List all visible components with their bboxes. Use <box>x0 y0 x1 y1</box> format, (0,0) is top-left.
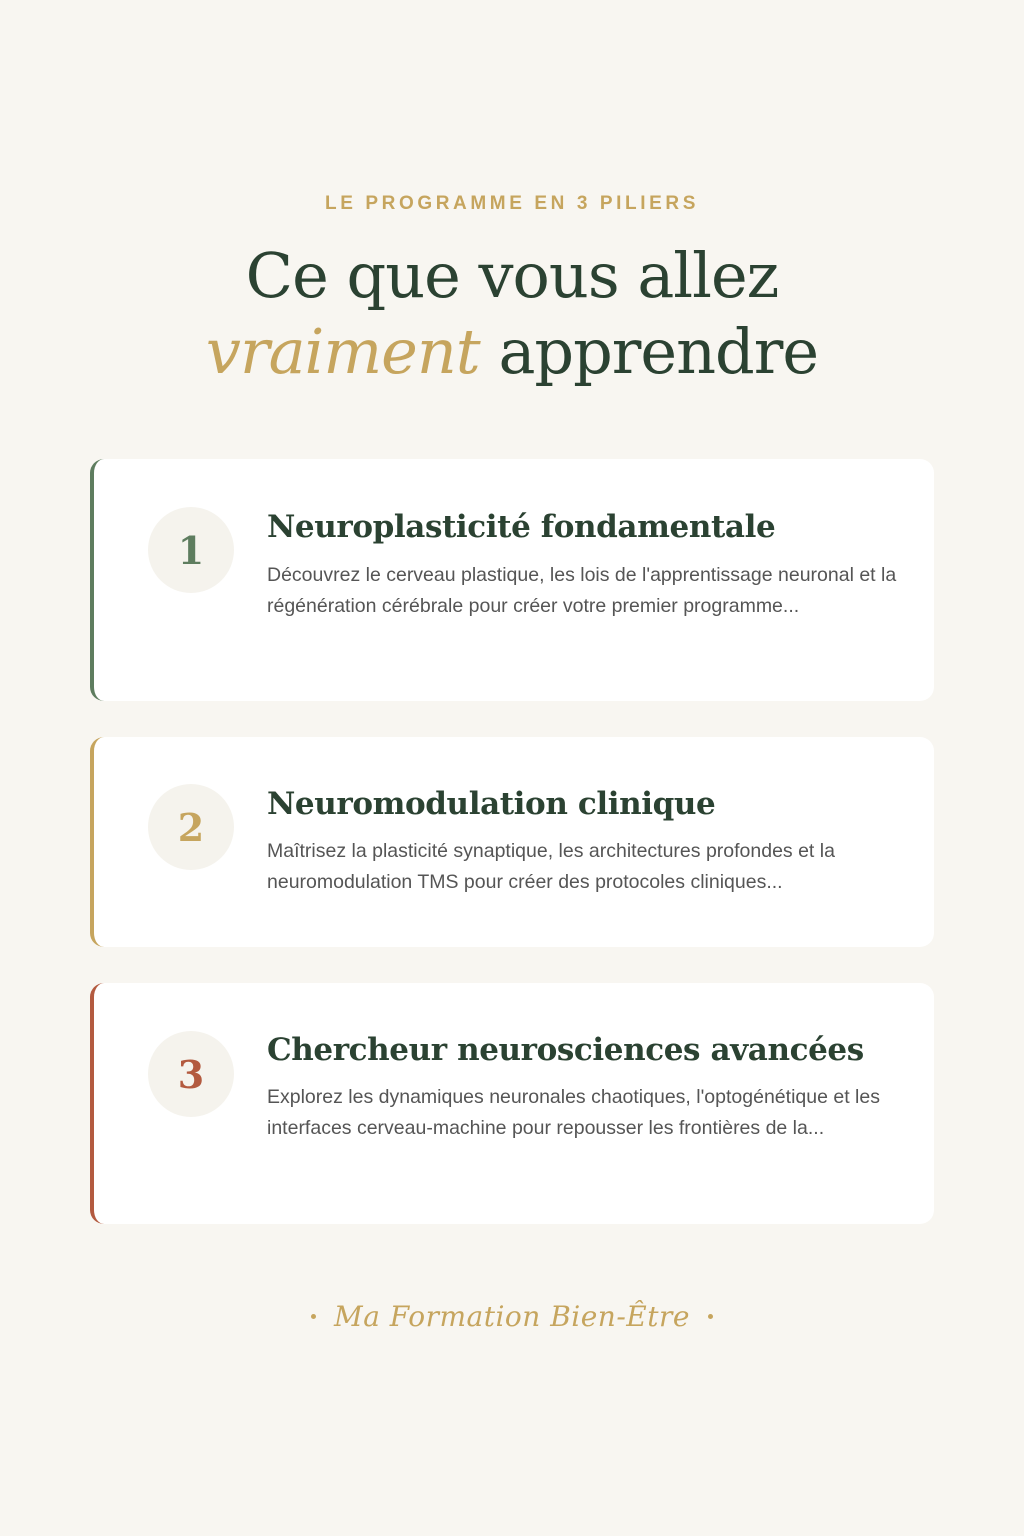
pillar-number-badge: 2 <box>148 784 234 870</box>
pillar-title: Chercheur neurosciences avancées <box>267 1032 864 1068</box>
dot-icon <box>708 1314 713 1319</box>
pillar-title: Neuromodulation clinique <box>267 786 716 822</box>
pillar-description: Découvrez le cerveau plastique, les lois de l'apprentissage neuronal et la régénération cérébrale pour créer votre premier programme... <box>267 564 897 617</box>
page-title-line2: apprendre <box>498 315 819 388</box>
pillar-description: Maîtrisez la plasticité synaptique, les architectures profondes et la neuromodulation TMS pour créer des protocoles cliniques... <box>267 840 835 893</box>
pillar-number-badge: 3 <box>148 1031 234 1117</box>
dot-icon <box>311 1314 316 1319</box>
pillar-card-1[interactable] <box>90 459 934 701</box>
pillar-card-2[interactable] <box>90 737 934 947</box>
pillar-card-3[interactable] <box>90 983 934 1224</box>
pillar-title: Neuroplasticité fondamentale <box>267 509 776 545</box>
brand-name: Ma Formation Bien-Être <box>334 1300 690 1333</box>
section-eyebrow: LE PROGRAMME EN 3 PILIERS <box>325 193 699 214</box>
pillar-number-badge: 1 <box>148 507 234 593</box>
pillar-description: Explorez les dynamiques neuronales chaotiques, l'optogénétique et les interfaces cerveau-machine pour repousser les frontières de la... <box>267 1086 880 1139</box>
page-title-line1: Ce que vous allez <box>245 239 779 312</box>
page-title <box>0 238 1024 390</box>
brand-footer <box>0 1300 1024 1333</box>
page-title-accent: vraiment <box>205 315 480 388</box>
